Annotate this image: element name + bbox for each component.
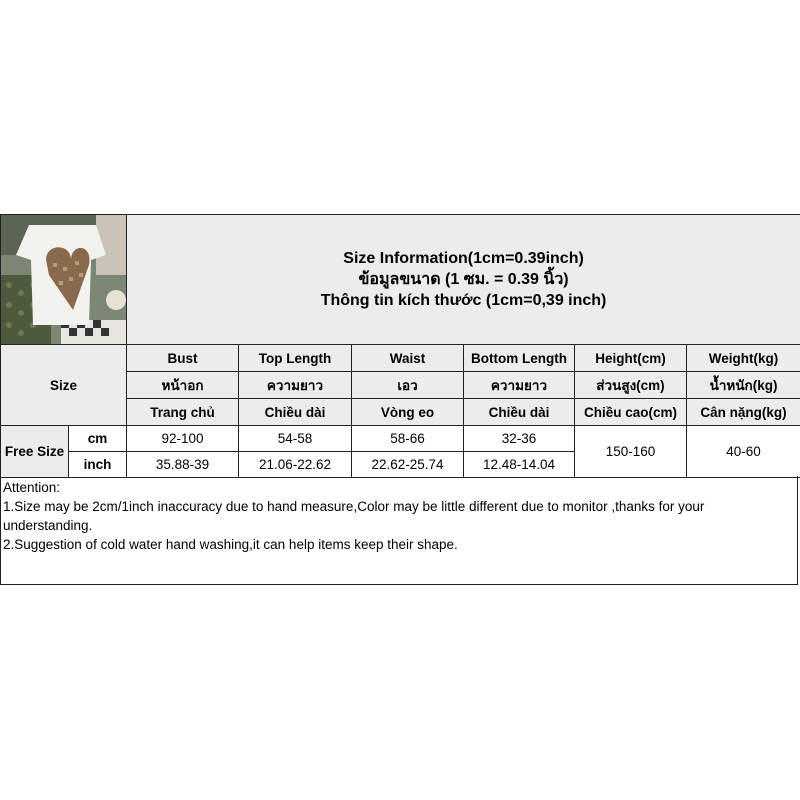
attention-line-2: 2.Suggestion of cold water hand washing,it can help items keep their shape. [3, 537, 458, 552]
inch-bottom-length: 12.48-14.04 [464, 452, 575, 478]
info-header [127, 215, 800, 345]
col-waist-th: เอว [352, 372, 464, 399]
col-height-vi: Chiều cao(cm) [575, 399, 687, 426]
col-top-length-th: ความยาว [239, 372, 352, 399]
size-label: Size [1, 345, 127, 426]
col-bottom-length-vi: Chiều dài [464, 399, 575, 426]
col-bottom-length-en: Bottom Length [464, 345, 575, 372]
cm-bottom-length: 32-36 [464, 426, 575, 452]
attention-line-1: 1.Size may be 2cm/1inch inaccuracy due to hand measure,Color may be little different due to monitor ,thanks for your understanding. [3, 499, 705, 533]
col-top-length-en: Top Length [239, 345, 352, 372]
product-photo-image [1, 215, 127, 344]
inch-bust: 35.88-39 [127, 452, 239, 478]
size-table [0, 214, 800, 478]
inch-top-length: 21.06-22.62 [239, 452, 352, 478]
attention-heading: Attention: [3, 480, 61, 495]
unit-inch: inch [69, 452, 127, 478]
attention-notes [0, 476, 798, 585]
col-bust-en: Bust [127, 345, 239, 372]
weight-range: 40-60 [687, 426, 800, 478]
col-top-length-vi: Chiều dài [239, 399, 352, 426]
col-bust-vi: Trang chủ [127, 399, 239, 426]
col-bottom-length-th: ความยาว [464, 372, 575, 399]
title-english: Size Information(1cm=0.39inch) [343, 250, 584, 267]
height-range: 150-160 [575, 426, 687, 478]
col-weight-th: น้ำหนัก(kg) [687, 372, 800, 399]
col-waist-en: Waist [352, 345, 464, 372]
title-vietnamese: Thông tin kích thước (1cm=0,39 inch) [320, 292, 607, 309]
cm-top-length: 54-58 [239, 426, 352, 452]
title-thai: ข้อมูลขนาด (1 ซม. = 0.39 นิ้ว) [358, 271, 569, 288]
col-height-th: ส่วนสูง(cm) [575, 372, 687, 399]
unit-cm: cm [69, 426, 127, 452]
free-size-label: Free Size [1, 426, 69, 478]
cm-bust: 92-100 [127, 426, 239, 452]
inch-waist: 22.62-25.74 [352, 452, 464, 478]
size-chart [0, 214, 800, 586]
col-bust-th: หน้าอก [127, 372, 239, 399]
product-photo [1, 215, 127, 345]
col-weight-vi: Cân nặng(kg) [687, 399, 800, 426]
col-weight-en: Weight(kg) [687, 345, 800, 372]
cm-waist: 58-66 [352, 426, 464, 452]
col-waist-vi: Vòng eo [352, 399, 464, 426]
col-height-en: Height(cm) [575, 345, 687, 372]
